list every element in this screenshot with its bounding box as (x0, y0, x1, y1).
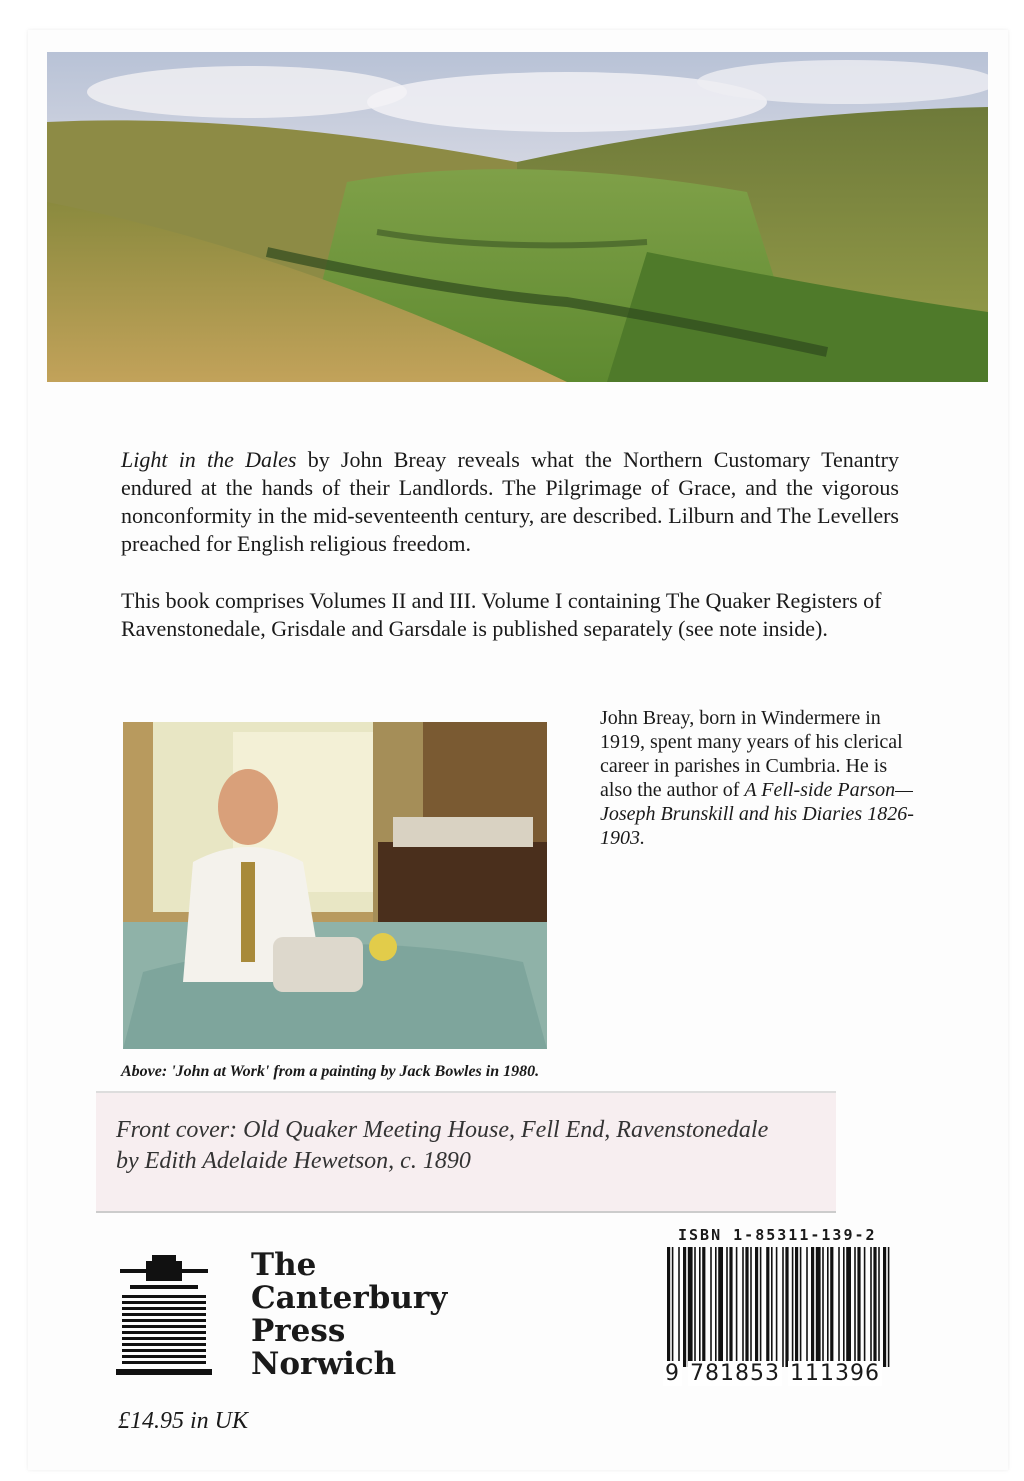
barcode-bar (729, 1247, 732, 1367)
barcode-bar (745, 1247, 748, 1367)
publisher-name (251, 1249, 447, 1381)
barcode-bar (667, 1247, 670, 1367)
barcode-bar (672, 1247, 674, 1367)
barcode-bar (854, 1247, 856, 1367)
printing-press-icon (116, 1255, 212, 1377)
barcode-lead-digit: 9 (665, 1361, 680, 1386)
front-cover-line-1: Front cover: Old Quaker Meeting House, Fell End, Ravenstonedale (116, 1117, 769, 1143)
front-cover-line-2: by Edith Adelaide Hewetson, c. 1890 (116, 1148, 471, 1174)
barcode-bar (688, 1247, 693, 1367)
barcode-bar (710, 1247, 712, 1367)
book-title: Light in the Dales (121, 447, 297, 472)
barcode-bar (776, 1247, 778, 1367)
barcode-digits (663, 1361, 895, 1386)
barcode-bar (838, 1247, 840, 1367)
barcode-bar (715, 1247, 717, 1367)
barcode-bar (792, 1247, 794, 1367)
barcode-bar (750, 1247, 752, 1367)
barcode-bar (683, 1247, 686, 1367)
barcode-bar (830, 1247, 833, 1367)
publisher-line-1: The (251, 1247, 317, 1283)
barcode-bar (678, 1247, 680, 1367)
barcode-bar (857, 1247, 860, 1367)
barcode-bar (816, 1247, 821, 1367)
barcode-bar (878, 1247, 880, 1367)
barcode-bar (785, 1247, 788, 1367)
author-bio (600, 706, 920, 850)
barcode-bar (846, 1247, 851, 1367)
blurb-paragraph-1 (121, 446, 899, 558)
barcode-bar (864, 1247, 866, 1367)
publisher-line-4: Norwich (251, 1346, 397, 1382)
barcode-bar (726, 1247, 728, 1367)
price: £14.95 in UK (118, 1408, 249, 1434)
barcode-bar (870, 1247, 872, 1367)
painting-caption: Above: 'John at Work' from a painting by Jack Bowles in 1980. (121, 1063, 540, 1080)
barcode-bar (718, 1247, 723, 1367)
barcode-bar (742, 1247, 744, 1367)
barcode-bar (771, 1247, 773, 1367)
barcode-bar (800, 1247, 802, 1367)
barcode (663, 1247, 895, 1367)
bio-text: John Breay, born in Windermere in 1919, spent many years of his clerical career in parishes in Cumbria. He is also the author of (600, 707, 903, 801)
blurb-paragraph-2: This book comprises Volumes II and III. Volume I containing The Quaker Registers of Ravenstonedale, Grisdale and Garsdale is published separately (see note inside). (121, 588, 882, 641)
barcode-bar (760, 1247, 762, 1367)
barcode-bar (883, 1247, 886, 1367)
barcode-bar (873, 1247, 876, 1367)
barcode-bar (795, 1247, 798, 1367)
painting-image (123, 722, 547, 1049)
barcode-bar (888, 1247, 890, 1367)
barcode-bar (736, 1247, 738, 1367)
barcode-bar (766, 1247, 769, 1367)
press-logo-icon (116, 1255, 212, 1377)
publisher-line-2: Canterbury (251, 1280, 448, 1316)
barcode-bar (827, 1247, 829, 1367)
blurb-text: by John Breay reveals what the Northern Customary Tenantry endured at the hands of their Landlords. The Pilgrimage of Grace, and the vigorous nonconformity in the mid-seventeenth century, are described. Lilburn and The Levellers preached for English religious freedom. (121, 447, 899, 556)
barcode-group-2: 111396 (789, 1361, 880, 1386)
landscape-image (47, 52, 988, 382)
barcode-bar (822, 1247, 824, 1367)
dales-landscape-photo (47, 52, 988, 382)
barcode-bar (843, 1247, 845, 1367)
barcode-bar (694, 1247, 696, 1367)
bio-end: . (640, 827, 645, 849)
barcode-group-1: 781853 (690, 1361, 780, 1386)
publisher-line-3: Press (251, 1313, 346, 1349)
barcode-bar (782, 1247, 784, 1367)
isbn-number: ISBN 1-85311-139-2 (678, 1226, 877, 1244)
front-cover-note-box (96, 1091, 836, 1213)
barcode-bar (699, 1247, 701, 1367)
bio-book-title: A Fell-side Parson—Joseph Brunskill and his Diaries 1826-1903 (600, 779, 914, 849)
barcode-bar (755, 1247, 758, 1367)
barcode-bar (811, 1247, 814, 1367)
author-painting (123, 722, 547, 1049)
barcode-bar (806, 1247, 808, 1367)
barcode-bar (702, 1247, 705, 1367)
front-cover-credit (116, 1115, 768, 1177)
